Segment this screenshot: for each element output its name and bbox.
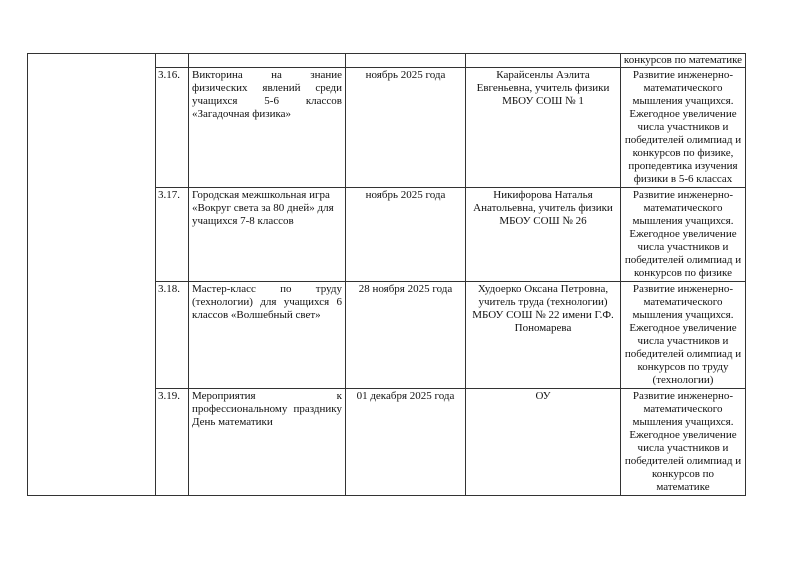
responsible-cell: ОУ: [466, 389, 621, 496]
responsible-cell: Худоерко Оксана Петровна, учитель труда (технологии) МБОУ СОШ № 22 имени Г.Ф. Пономарева: [466, 282, 621, 389]
events-table: [27, 53, 746, 496]
responsible-cell: Карайсенлы Аэлита Евгеньевна, учитель физики МБОУ СОШ № 1: [466, 68, 621, 188]
event-cell: Городская межшкольная игра «Вокруг света за 80 дней» для учащихся 7-8 классов: [189, 188, 346, 282]
event-cell: Мероприятия к профессиональному празднику День математики: [189, 389, 346, 496]
result-cell: Развитие инженерно-математического мышления учащихся. Ежегодное увеличение числа участников и победителей олимпиад и конкурсов по физике, пропедевтика изучения физики в 5-6 классах: [621, 68, 746, 188]
result-cell: Развитие инженерно-математического мышления учащихся. Ежегодное увеличение числа участников и победителей олимпиад и конкурсов по математике: [621, 389, 746, 496]
result-cell: конкурсов по математике: [621, 54, 746, 68]
row-number: 3.16.: [156, 68, 189, 188]
table-row: [28, 54, 746, 68]
date-cell: ноябрь 2025 года: [346, 68, 466, 188]
date-cell: 01 декабря 2025 года: [346, 389, 466, 496]
responsible-cell: Никифорова Наталья Анатольевна, учитель физики МБОУ СОШ № 26: [466, 188, 621, 282]
date-cell: 28 ноября 2025 года: [346, 282, 466, 389]
event-cell: Мастер-класс по труду (технологии) для учащихся 6 классов «Волшебный свет»: [189, 282, 346, 389]
row-number: 3.17.: [156, 188, 189, 282]
result-cell: Развитие инженерно-математического мышления учащихся. Ежегодное увеличение числа участников и победителей олимпиад и конкурсов по труду (технологии): [621, 282, 746, 389]
row-number: 3.18.: [156, 282, 189, 389]
date-cell: ноябрь 2025 года: [346, 188, 466, 282]
row-number: 3.19.: [156, 389, 189, 496]
result-cell: Развитие инженерно-математического мышления учащихся. Ежегодное увеличение числа участников и победителей олимпиад и конкурсов по физике: [621, 188, 746, 282]
section-cell: [28, 54, 156, 496]
event-cell: Викторина на знание физических явлений среди учащихся 5-6 классов «Загадочная физика»: [189, 68, 346, 188]
